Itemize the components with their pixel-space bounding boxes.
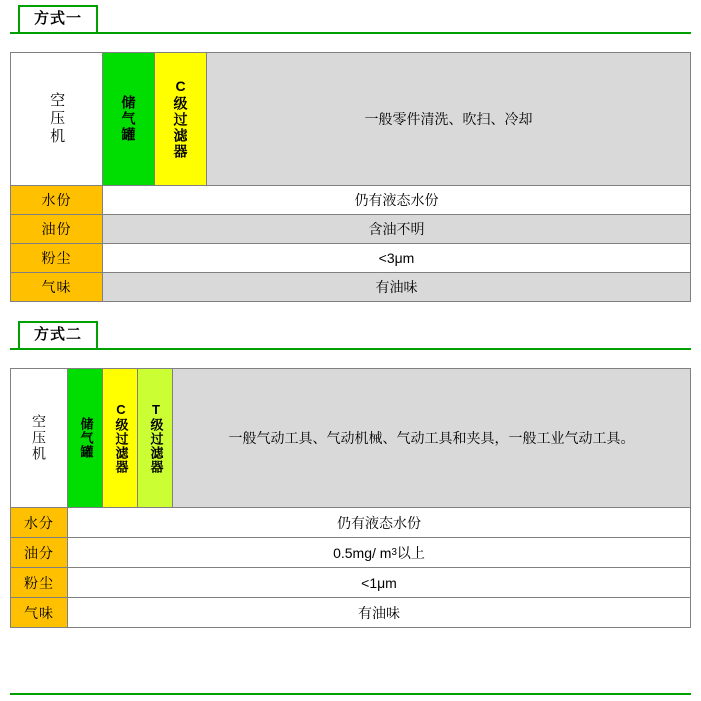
property-value-dust: <1μm (68, 568, 690, 597)
chain-node-air-tank-label: 储气罐 (120, 95, 137, 143)
table-row (11, 537, 690, 567)
property-label-oil: 油分 (11, 538, 68, 567)
property-value-moisture: 仍有液态水份 (68, 508, 690, 537)
property-value-oil-pre: 0.5mg/ m (333, 544, 392, 561)
property-value-odor: 有油味 (103, 273, 690, 301)
section-one-tab-label: 方式一 (18, 5, 98, 35)
property-label-oil: 油份 (11, 215, 103, 243)
chain-node-compressor (11, 53, 103, 185)
scheme-one-block (10, 52, 691, 302)
table-row (11, 507, 690, 537)
chain-node-t-filter-label: T级过滤器 (148, 402, 164, 474)
spacer (10, 40, 691, 52)
property-label-dust: 粉尘 (11, 244, 103, 272)
section-one-rule (10, 32, 691, 34)
property-label-moisture: 水份 (11, 186, 103, 214)
section-two-heading (10, 316, 691, 356)
chain-node-c-filter (103, 369, 138, 507)
chain-node-air-tank (68, 369, 103, 507)
property-value-oil: 含油不明 (103, 215, 690, 243)
scheme-two-description: 一般气动工具、气动机械、气动工具和夹具，一般工业气动工具。 (173, 369, 690, 507)
property-value-oil (68, 538, 690, 567)
property-value-odor: 有油味 (68, 598, 690, 627)
property-label-dust: 粉尘 (11, 568, 68, 597)
spacer (10, 302, 691, 316)
table-row (11, 567, 690, 597)
chain-node-c-filter-label: C级过滤器 (113, 402, 129, 474)
property-value-oil-exponent: 3 (391, 547, 397, 558)
chain-node-compressor-label: 空压机 (48, 92, 66, 146)
property-label-moisture: 水分 (11, 508, 68, 537)
section-two-tab-label: 方式二 (18, 321, 98, 351)
chain-node-compressor (11, 369, 68, 507)
chain-node-compressor-label: 空压机 (31, 414, 48, 462)
property-value-moisture: 仍有液态水份 (103, 186, 690, 214)
table-row (11, 597, 690, 627)
table-row (11, 243, 690, 272)
page-bottom-rule (10, 693, 691, 695)
table-row (11, 185, 690, 214)
spacer (10, 356, 691, 368)
section-two-rule (10, 348, 691, 350)
chain-node-c-filter (155, 53, 207, 185)
scheme-two-block (10, 368, 691, 628)
table-row (11, 272, 690, 301)
scheme-one-description: 一般零件清洗、吹扫、冷却 (207, 53, 690, 185)
chain-node-t-filter (138, 369, 173, 507)
chain-node-c-filter-label: C级过滤器 (172, 78, 189, 160)
property-value-oil-post: 以上 (396, 544, 425, 561)
table-row (11, 214, 690, 243)
scheme-one-chain-row (11, 53, 690, 185)
property-value-dust: <3μm (103, 244, 690, 272)
property-label-odor: 气味 (11, 598, 68, 627)
scheme-two-chain-row (11, 369, 690, 507)
property-label-odor: 气味 (11, 273, 103, 301)
chain-node-air-tank (103, 53, 155, 185)
section-one-heading (10, 0, 691, 40)
chain-node-air-tank-label: 储气罐 (78, 417, 94, 459)
